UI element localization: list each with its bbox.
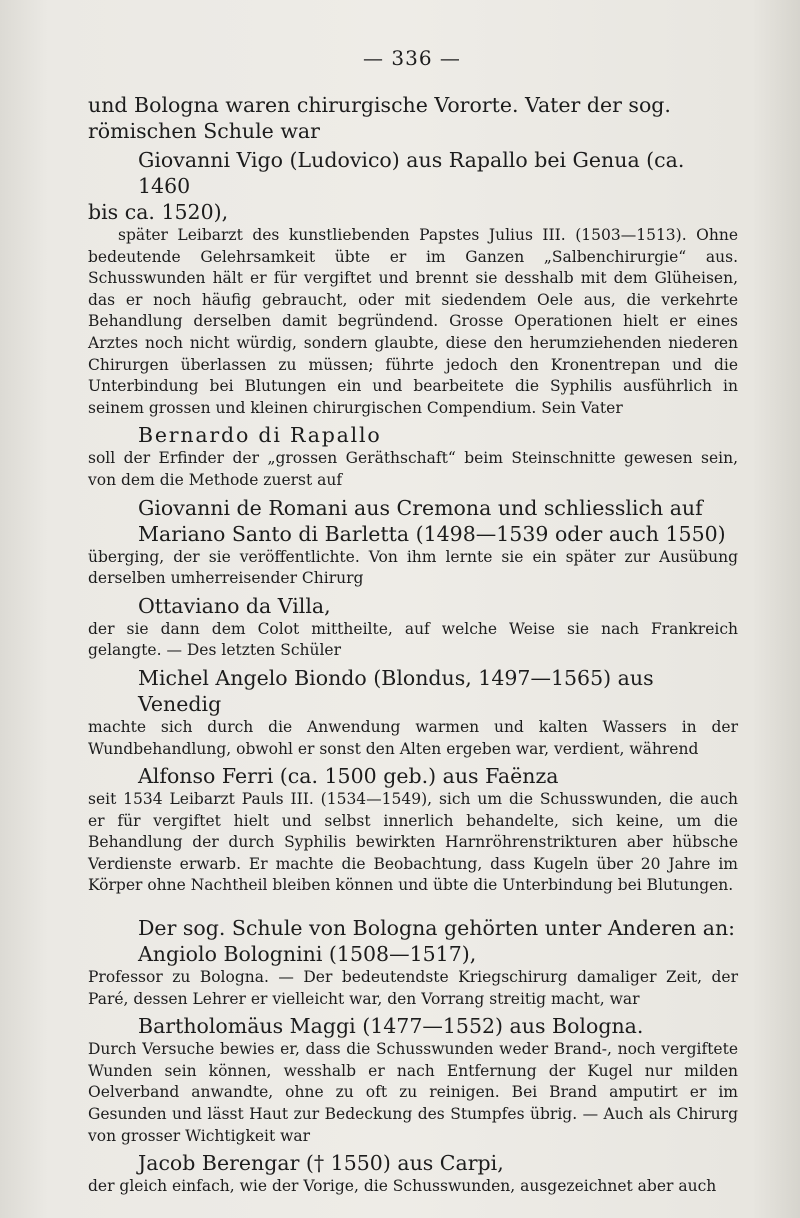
heading-jacob-berengar: Jacob Berengar († 1550) aus Carpi, — [138, 1151, 504, 1176]
paragraph-ottaviano: der sie dann dem Colot mittheilte, auf welche Weise sie nach Frankreich gelangte. — Des letzten Schüler — [88, 619, 738, 660]
heading-giovanni-vigo-cont: bis ca. 1520), — [88, 200, 229, 224]
heading-bartholomaeus-maggi: Bartholomäus Maggi (1477—1552) aus Bologna. — [138, 1014, 644, 1039]
heading-bernardo-di-rapallo: Bernardo di Rapallo — [138, 423, 382, 448]
paragraph-maggi: Durch Versuche bewies er, dass die Schusswunden weder Brand-, noch vergiftete Wunden sein können, wesshalb er nach Entfernung der Kugel nur milden Oelverband anwandte, ohne zu oft zu reinigen. Bei Brand amputirt er im Gesunden und lässt Haut zur Bedeckung des Stumpfes übrig. — Auch als Chirurg von grosser Wichtigkeit war — [88, 1040, 738, 1145]
heading-angiolo-bolognini: Angiolo Bolognini (1508—1517), — [138, 942, 477, 967]
heading-giovanni-de-romani: Giovanni de Romani aus Cremona und schliesslich auf — [138, 495, 703, 520]
paragraph-ferri: seit 1534 Leibarzt Pauls III. (1534—1549), sich um die Schusswunden, die auch er für vergiftet hielt und selbst innerlich behandelte, sich keine, um die Behandlung der durch Syphilis bewirkten Harnröhrenstrikturen aber hübsche Verdienste erwarb. Er machte die Beobachtung, dass Kugeln über 20 Jahre im Körper ohne Nachtheil bleiben können und übte die Unterbindung bei Blutungen. — [88, 790, 738, 895]
page-number: — 336 — — [363, 46, 461, 70]
heading-ottaviano-da-villa: Ottaviano da Villa, — [138, 593, 331, 618]
paragraph-berengar: der gleich einfach, wie der Vorige, die Schusswunden, ausgezeichnet aber auch — [88, 1177, 717, 1196]
paragraph-intro: und Bologna waren chirurgische Vororte. Vater der sog. römischen Schule war — [88, 93, 671, 143]
paragraph-bernardo: soll der Erfinder der „grossen Geräthschaft“ beim Steinschnitte gewesen sein, von dem die Methode zuerst auf — [88, 449, 738, 489]
paragraph-vigo: später Leibarzt des kunstliebenden Papstes Julius III. (1503—1513). Ohne bedeutende Gelehrsamkeit übte er im Ganzen „Salbenchirurgie“ aus. Schusswunden hält er für vergiftet und brennt sie desshalb mit dem Glüheisen, das er noch häufig gebraucht, oder mit siedendem Oele aus, die verkehrte Behandlung derselben damit begründend. Grosse Operationen hielt er eines Arztes noch nicht würdig, sondern glaubte, diese den herumziehenden niederen Chirurgen überlassen zu müssen; führte jedoch den Kronentrepan und die Unterbindung bei Blutungen ein und bearbeitete die Syphilis ausführlich in seinem grossen und kleinen chirurgischen Compendium. Sein Vater — [88, 226, 738, 417]
paragraph-mariano: überging, der sie veröffentlichte. Von ihm lernte sie ein später zur Ausübung derselben umherreisender Chirurg — [88, 547, 738, 588]
page-text — [88, 92, 738, 1198]
paragraph-bolognini: Professor zu Bologna. — Der bedeutendste Kriegschirurg damaliger Zeit, der Paré, dessen Lehrer er vielleicht war, den Vorrang streitig macht, war — [88, 968, 738, 1008]
heading-giovanni-vigo: Giovanni Vigo (Ludovico) aus Rapallo bei Genua (ca. 1460 — [138, 148, 685, 198]
heading-alfonso-ferri: Alfonso Ferri (ca. 1500 geb.) aus Faënza — [138, 764, 559, 789]
heading-schule-bologna: Der sog. Schule von Bologna gehörten unter Anderen an: — [138, 916, 736, 941]
heading-michel-angelo-biondo: Michel Angelo Biondo (Blondus, 1497—1565) aus Venedig — [138, 665, 654, 716]
heading-mariano-santo: Mariano Santo di Barletta (1498—1539 oder auch 1550) — [138, 521, 726, 546]
paragraph-biondo: machte sich durch die Anwendung warmen und kalten Wassers in der Wundbehandlung, obwohl er sonst den Alten ergeben war, verdient, während — [88, 717, 738, 758]
